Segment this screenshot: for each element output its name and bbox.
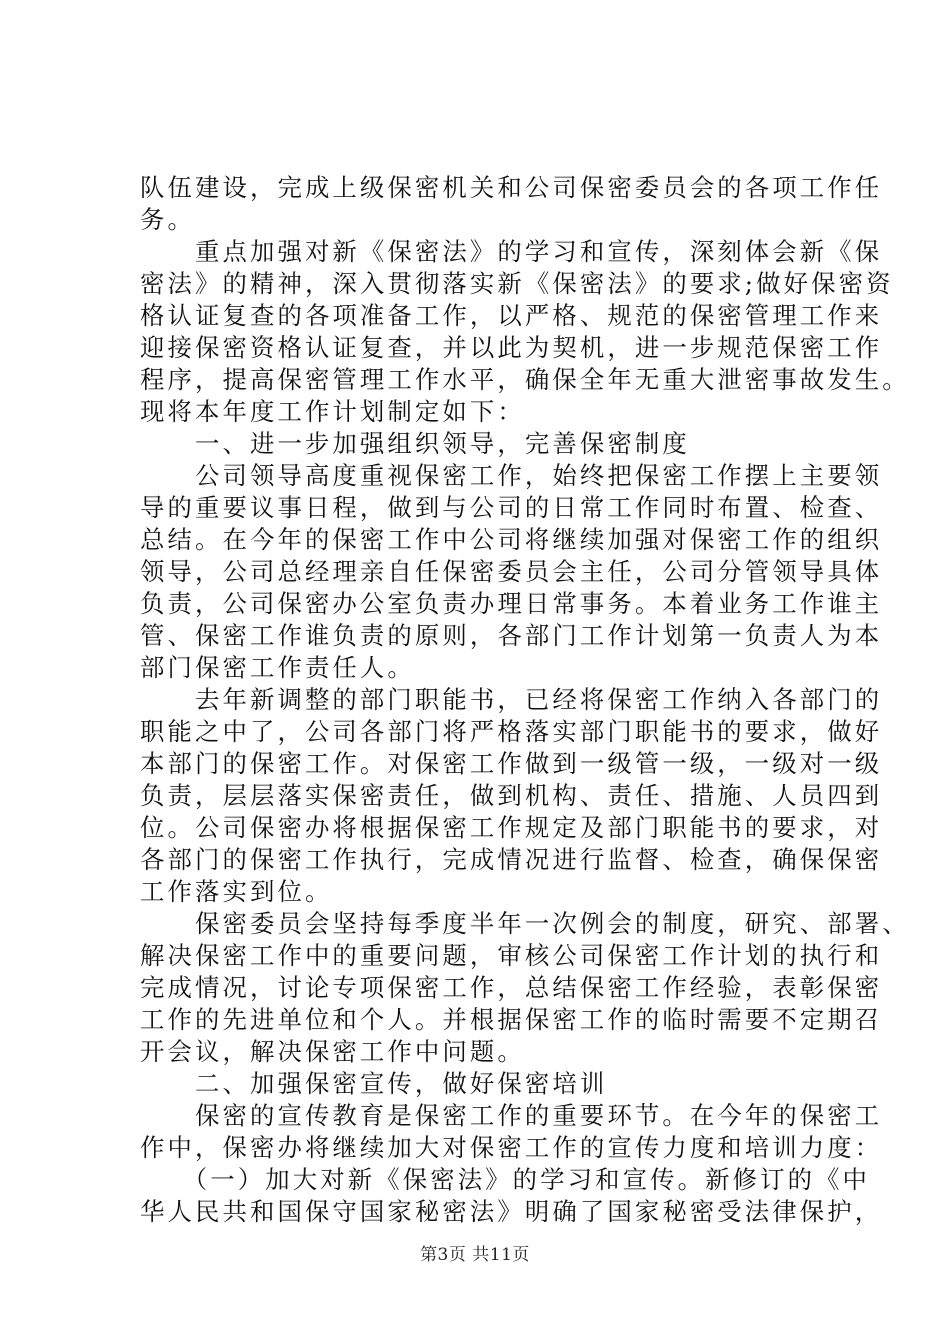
- text-line: 作中，保密办将继续加大对保密工作的宣传力度和培训力度：: [140, 1133, 883, 1162]
- text-line: 工作落实到位。: [140, 877, 333, 906]
- text-line: 保密委员会坚持每季度半年一次例会的制度，研究、部署、: [140, 909, 910, 938]
- section-heading: 二、加强保密宣传，做好保密培训: [140, 1069, 608, 1098]
- text-line: （一）加大对新《保密法》的学习和宣传。新修订的《中: [140, 1165, 871, 1194]
- document-body: [140, 172, 910, 1228]
- section-heading: 一、进一步加强组织领导，完善保密制度: [140, 429, 690, 458]
- text-line: 负责，层层落实保密责任，做到机构、责任、措施、人员四到: [140, 781, 883, 810]
- text-line: 华人民共和国保守国家秘密法》明确了国家秘密受法律保护，: [140, 1197, 883, 1226]
- text-line: 职能之中了，公司各部门将严格落实部门职能书的要求，做好: [140, 717, 883, 746]
- text-line: 解决保密工作中的重要问题，审核公司保密工作计划的执行和: [140, 941, 883, 970]
- text-line: 部门保密工作责任人。: [140, 653, 415, 682]
- text-line: 本部门的保密工作。对保密工作做到一级管一级，一级对一级: [140, 749, 883, 778]
- text-line: 去年新调整的部门职能书，已经将保密工作纳入各部门的: [140, 685, 883, 714]
- text-line: 保密的宣传教育是保密工作的重要环节。在今年的保密工: [140, 1101, 883, 1130]
- text-line: 工作的先进单位和个人。并根据保密工作的临时需要不定期召: [140, 1005, 883, 1034]
- text-line: 导的重要议事日程，做到与公司的日常工作同时布置、检查、: [140, 493, 883, 522]
- page-footer: [0, 1240, 950, 1265]
- text-line: 领导，公司总经理亲自任保密委员会主任，公司分管领导具体: [140, 557, 883, 586]
- text-line: 管、保密工作谁负责的原则，各部门工作计划第一负责人为本: [140, 621, 883, 650]
- text-line: 位。公司保密办将根据保密工作规定及部门职能书的要求，对: [140, 813, 883, 842]
- text-line: 负责，公司保密办公室负责办理日常事务。本着业务工作谁主: [140, 589, 883, 618]
- text-line: 密法》的精神，深入贯彻落实新《保密法》的要求;做好保密资: [140, 269, 894, 298]
- text-line: 公司领导高度重视保密工作，始终把保密工作摆上主要领: [140, 461, 883, 490]
- text-line: 务。: [140, 205, 195, 234]
- text-line: 程序，提高保密管理工作水平，确保全年无重大泄密事故发生。: [140, 365, 910, 394]
- text-line: 完成情况，讨论专项保密工作，总结保密工作经验，表彰保密: [140, 973, 883, 1002]
- text-line: 队伍建设，完成上级保密机关和公司保密委员会的各项工作任: [140, 173, 883, 202]
- text-line: 现将本年度工作计划制定如下：: [140, 397, 525, 426]
- text-line: 迎接保密资格认证复查，并以此为契机，进一步规范保密工作: [140, 333, 883, 362]
- text-line: 格认证复查的各项准备工作，以严格、规范的保密管理工作来: [140, 301, 883, 330]
- text-line: 开会议，解决保密工作中问题。: [140, 1037, 525, 1066]
- page-number: 第3页 共11页: [420, 1245, 530, 1265]
- text-line: 总结。在今年的保密工作中公司将继续加强对保密工作的组织: [140, 525, 883, 554]
- text-line: 各部门的保密工作执行，完成情况进行监督、检查，确保保密: [140, 845, 883, 874]
- text-line: 重点加强对新《保密法》的学习和宣传，深刻体会新《保: [140, 237, 883, 266]
